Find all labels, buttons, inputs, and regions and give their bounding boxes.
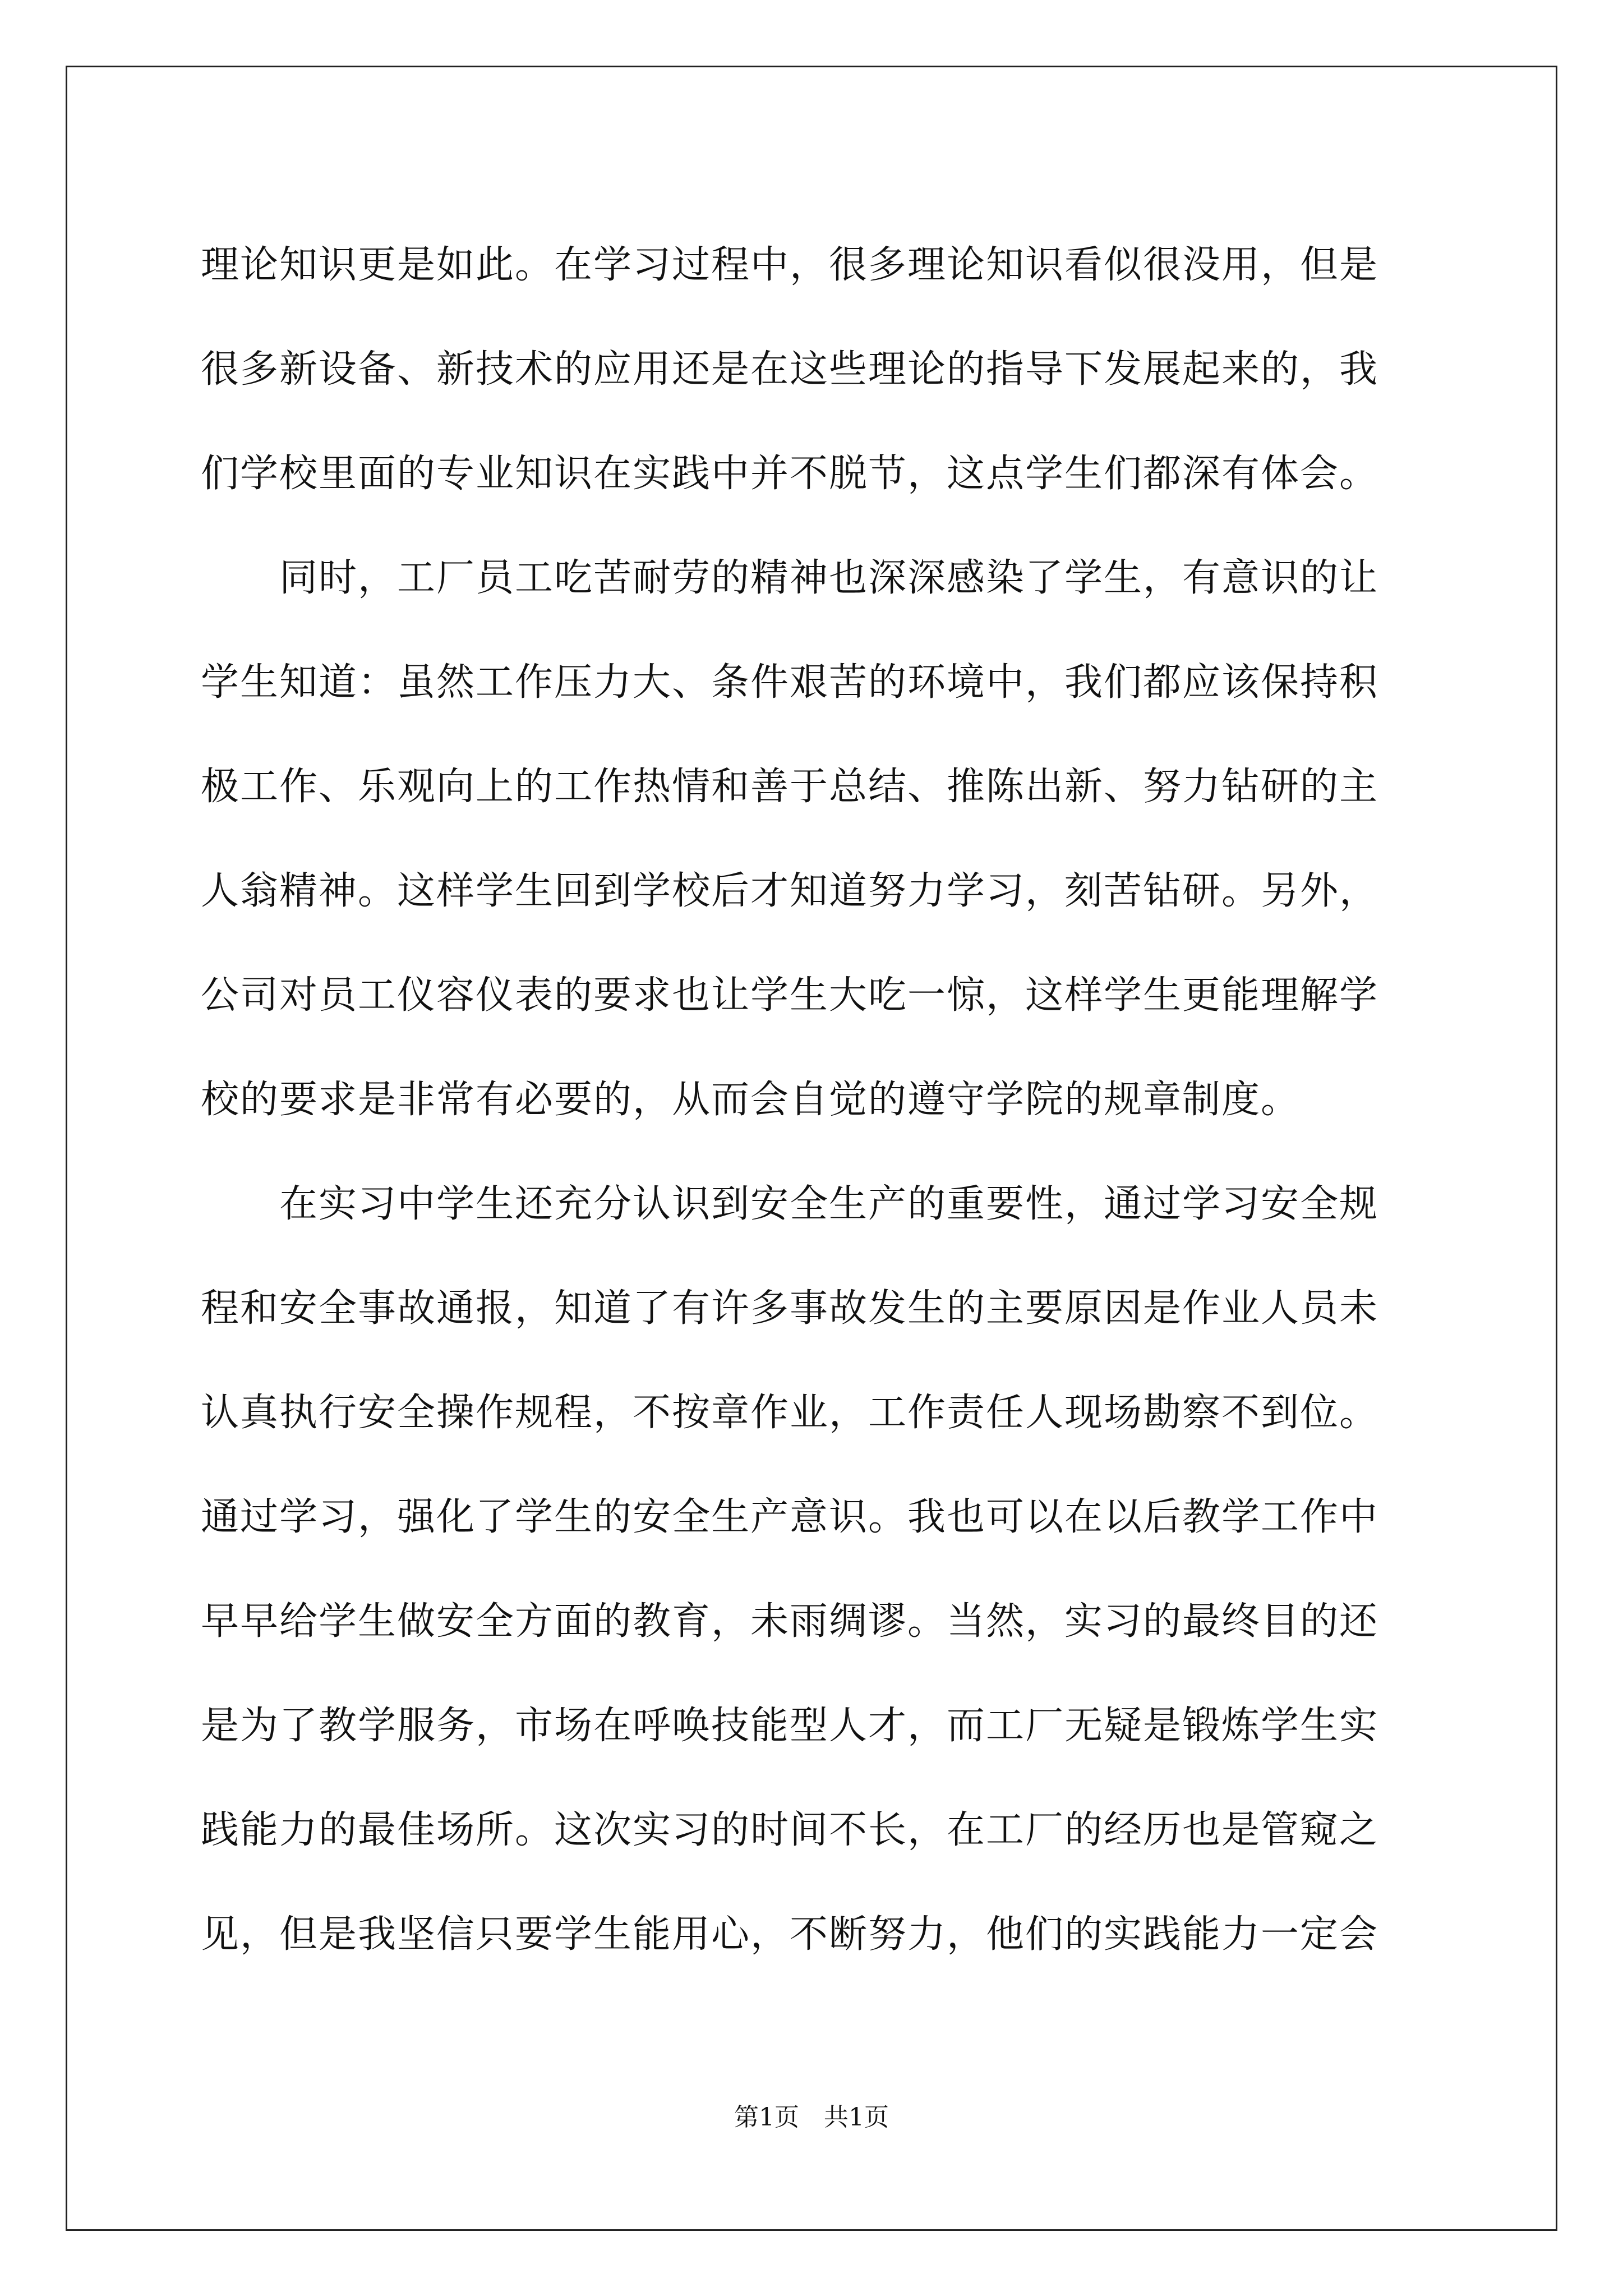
text-line: 践能力的最佳场所。这次实习的时间不长，在工厂的经历也是管窥之 — [201, 1808, 1379, 1852]
text-line: 公司对员工仪容仪表的要求也让学生大吃一惊，这样学生更能理解学 — [201, 973, 1379, 1018]
document-body — [201, 213, 1435, 1987]
page-number-footer: 第1页 共1页 — [734, 2103, 889, 2132]
text-line: 们学校里面的专业知识在实践中并不脱节，这点学生们都深有体会。 — [201, 452, 1379, 496]
text-line: 校的要求是非常有必要的，从而会自觉的遵守学院的规章制度。 — [201, 1078, 1301, 1122]
paragraph-start-line: 同时，工厂员工吃苦耐劳的精神也深深感染了学生，有意识的让 — [279, 556, 1379, 600]
text-line: 很多新设备、新技术的应用还是在这些理论的指导下发展起来的，我 — [201, 347, 1379, 392]
text-line: 早早给学生做安全方面的教育，未雨绸谬。当然，实习的最终目的还 — [201, 1599, 1379, 1644]
text-line: 通过学习，强化了学生的安全生产意识。我也可以在以后教学工作中 — [201, 1495, 1379, 1539]
text-line: 理论知识更是如此。在学习过程中，很多理论知识看似很没用，但是 — [201, 243, 1379, 287]
text-line: 极工作、乐观向上的工作热情和善于总结、推陈出新、努力钻研的主 — [201, 765, 1379, 809]
text-line: 见，但是我坚信只要学生能用心，不断努力，他们的实践能力一定会 — [201, 1912, 1379, 1957]
text-line: 学生知道：虽然工作压力大、条件艰苦的环境中，我们都应该保持积 — [201, 660, 1379, 705]
paragraph-start-line: 在实习中学生还充分认识到安全生产的重要性，通过学习安全规 — [279, 1182, 1379, 1226]
text-line: 人翁精神。这样学生回到学校后才知道努力学习，刻苦钻研。另外， — [201, 869, 1379, 913]
text-line: 认真执行安全操作规程，不按章作业，工作责任人现场勘察不到位。 — [201, 1391, 1379, 1435]
text-line: 是为了教学服务，市场在呼唤技能型人才，而工厂无疑是锻炼学生实 — [201, 1704, 1379, 1748]
text-line: 程和安全事故通报，知道了有许多事故发生的主要原因是作业人员未 — [201, 1286, 1379, 1331]
